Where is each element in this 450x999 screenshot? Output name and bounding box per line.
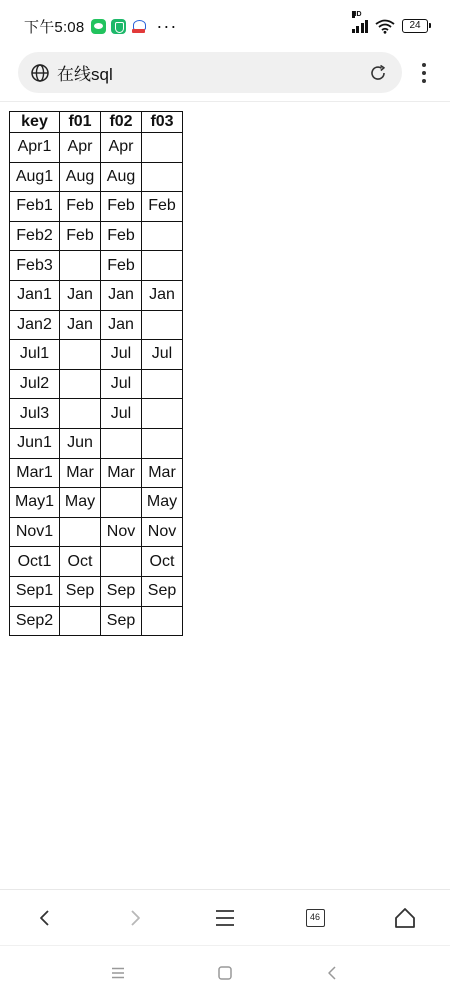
home-button[interactable]: [383, 896, 427, 940]
status-indicators: [351, 11, 429, 34]
status-bar: [0, 0, 450, 52]
bottom-toolbar: [0, 890, 450, 945]
table-cell-f03: Feb: [142, 192, 183, 222]
overflow-menu-icon[interactable]: [414, 60, 434, 86]
table-cell-key: Apr1: [10, 133, 60, 163]
table-cell-f03: [142, 251, 183, 281]
table-cell-f01: Jun: [60, 428, 101, 458]
more-notifications-icon: ···: [156, 16, 178, 36]
table-cell-f02: Jul: [101, 399, 142, 429]
table-cell-f03: [142, 399, 183, 429]
shopping-app-icon: [131, 19, 146, 34]
table-cell-key: Aug1: [10, 162, 60, 192]
table-cell-key: Oct1: [10, 547, 60, 577]
table-cell-f03: [142, 162, 183, 192]
security-app-icon: [111, 19, 126, 34]
table-row: [10, 192, 183, 222]
table-cell-f01: Jan: [60, 280, 101, 310]
table-cell-f02: [101, 488, 142, 518]
table-cell-f02: Jul: [101, 369, 142, 399]
table-row: [10, 340, 183, 370]
table-cell-f02: [101, 428, 142, 458]
column-header-f02: f02: [101, 112, 142, 133]
table-cell-key: Jun1: [10, 428, 60, 458]
header-divider: [0, 101, 450, 102]
table-cell-f02: Feb: [101, 221, 142, 251]
table-row: [10, 251, 183, 281]
table-row: [10, 133, 183, 163]
table-cell-f01: [60, 517, 101, 547]
table-cell-key: Feb2: [10, 221, 60, 251]
system-back-icon: [326, 966, 338, 980]
battery-icon: 24: [402, 19, 428, 33]
tabs-icon: 46: [306, 909, 325, 927]
table-cell-key: Sep1: [10, 576, 60, 606]
table-cell-f01: Mar: [60, 458, 101, 488]
table-row: [10, 310, 183, 340]
system-back-button[interactable]: [317, 958, 347, 988]
table-row: [10, 428, 183, 458]
address-text: 在线sql: [57, 65, 113, 84]
table-cell-f02: Apr: [101, 133, 142, 163]
table-cell-f03: Sep: [142, 576, 183, 606]
table-cell-f01: Oct: [60, 547, 101, 577]
table-cell-f03: May: [142, 488, 183, 518]
table-cell-key: Feb1: [10, 192, 60, 222]
system-home-button[interactable]: [210, 958, 240, 988]
reload-icon[interactable]: [368, 63, 388, 83]
table-row: [10, 369, 183, 399]
table-cell-f02: Feb: [101, 192, 142, 222]
table-cell-f02: Feb: [101, 251, 142, 281]
column-header-f01: f01: [60, 112, 101, 133]
status-time: 下午5:08: [24, 18, 85, 36]
table-cell-f01: Apr: [60, 133, 101, 163]
table-cell-key: Mar1: [10, 458, 60, 488]
table-cell-f03: Jul: [142, 340, 183, 370]
table-cell-f02: Jul: [101, 340, 142, 370]
table-cell-f01: Feb: [60, 192, 101, 222]
table-cell-f03: Nov: [142, 517, 183, 547]
system-navigation-bar: [0, 946, 450, 999]
menu-icon: [214, 908, 236, 928]
wifi-icon: [375, 19, 395, 34]
table-cell-f02: Aug: [101, 162, 142, 192]
wechat-icon: [91, 19, 106, 34]
address-bar[interactable]: [18, 52, 402, 93]
table-header-row: [10, 112, 183, 133]
recent-apps-icon: [111, 967, 125, 979]
status-notification-icons: [91, 19, 146, 34]
table-cell-key: Feb3: [10, 251, 60, 281]
recent-apps-button[interactable]: [103, 958, 133, 988]
table-cell-key: Jan1: [10, 280, 60, 310]
table-cell-key: May1: [10, 488, 60, 518]
table-cell-f02: Sep: [101, 576, 142, 606]
home-icon: [394, 907, 416, 929]
table-cell-key: Sep2: [10, 606, 60, 636]
table-cell-f02: Mar: [101, 458, 142, 488]
column-header-key: key: [10, 112, 60, 133]
table-row: [10, 399, 183, 429]
table-cell-f02: Jan: [101, 280, 142, 310]
table-cell-f03: Mar: [142, 458, 183, 488]
tabs-button[interactable]: [293, 896, 337, 940]
table-row: [10, 488, 183, 518]
table-row: [10, 576, 183, 606]
table-cell-key: Jul2: [10, 369, 60, 399]
table-cell-f02: Sep: [101, 606, 142, 636]
table-cell-f01: Aug: [60, 162, 101, 192]
table-row: [10, 280, 183, 310]
column-header-f03: f03: [142, 112, 183, 133]
table-row: [10, 162, 183, 192]
home-square-icon: [218, 966, 232, 980]
table-row: [10, 458, 183, 488]
table-cell-f03: [142, 310, 183, 340]
table-cell-f01: [60, 399, 101, 429]
result-table: [9, 111, 183, 636]
table-cell-f03: [142, 221, 183, 251]
table-cell-f02: [101, 547, 142, 577]
table-cell-f03: [142, 133, 183, 163]
table-cell-f03: Jan: [142, 280, 183, 310]
back-button[interactable]: [23, 896, 67, 940]
hd-label: HD: [351, 11, 362, 18]
menu-button[interactable]: [203, 896, 247, 940]
table-cell-f01: May: [60, 488, 101, 518]
table-cell-f01: Sep: [60, 576, 101, 606]
signal-icon: [351, 11, 369, 33]
table-cell-f02: Nov: [101, 517, 142, 547]
table-body: [10, 133, 183, 636]
globe-icon: [30, 63, 50, 83]
forward-button[interactable]: [113, 896, 157, 940]
table-cell-f02: Jan: [101, 310, 142, 340]
table-cell-f01: [60, 251, 101, 281]
table-cell-key: Nov1: [10, 517, 60, 547]
table-row: [10, 606, 183, 636]
table-row: [10, 517, 183, 547]
table-cell-key: Jul3: [10, 399, 60, 429]
table-row: [10, 547, 183, 577]
table-cell-f01: [60, 340, 101, 370]
table-cell-key: Jan2: [10, 310, 60, 340]
back-icon: [35, 908, 55, 928]
table-cell-f03: Oct: [142, 547, 183, 577]
table-cell-f01: Jan: [60, 310, 101, 340]
table-cell-f01: Feb: [60, 221, 101, 251]
table-row: [10, 221, 183, 251]
table-cell-f03: [142, 428, 183, 458]
table-cell-f01: [60, 369, 101, 399]
table-cell-key: Jul1: [10, 340, 60, 370]
table-cell-f03: [142, 369, 183, 399]
forward-icon: [125, 908, 145, 928]
table-cell-f03: [142, 606, 183, 636]
table-cell-f01: [60, 606, 101, 636]
